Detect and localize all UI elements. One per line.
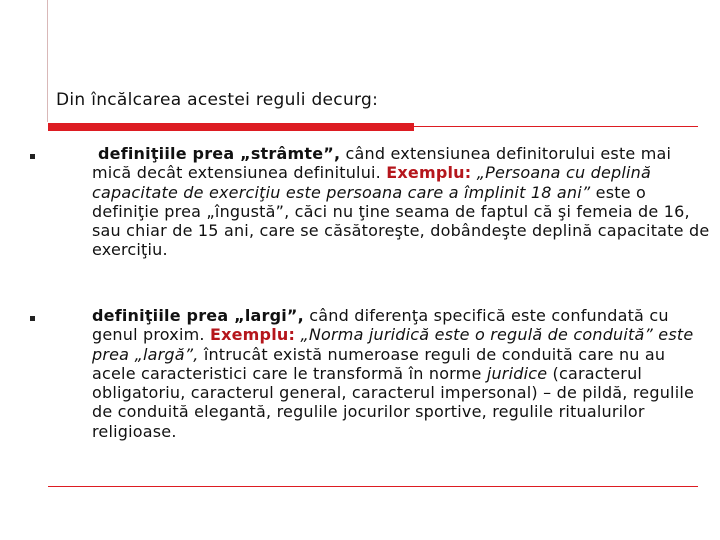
left-vertical-rule bbox=[47, 0, 48, 122]
example-label: Exemplu: bbox=[386, 163, 472, 183]
bottom-rule bbox=[48, 486, 698, 487]
item-italic-word: juridice bbox=[486, 363, 548, 383]
red-thin-rule bbox=[412, 126, 698, 127]
bullet-icon bbox=[30, 316, 35, 321]
item-example-italic: „Norma juridică este o regulă de conduită” este prea „largă”, bbox=[92, 325, 694, 364]
item-example-italic: „Persoana cu deplină capacitate de exerciţiu este persoana care a împlinit 18 ani” bbox=[92, 163, 651, 202]
item-text: când extensiunea definitorului este mai mică decât extensiunea definitului. bbox=[92, 144, 672, 183]
bullet-icon bbox=[30, 154, 35, 159]
item-text: când diferenţa specifică este confundată cu genul proxim. bbox=[92, 306, 669, 345]
slide-heading: Din încălcarea acestei reguli decurg: bbox=[56, 90, 379, 110]
example-label: Exemplu: bbox=[209, 325, 296, 345]
list-item bbox=[92, 306, 714, 441]
list-item bbox=[92, 144, 714, 260]
item-text: (caracterul obligatoriu, caracterul general, caracterul impersonal) – de pildă, regulile de conduită elegantă, regulile jocurilor sportive, regulile ritualurilor religioase. bbox=[92, 363, 695, 441]
item-term: definiţiile prea „largi”, bbox=[92, 306, 304, 325]
item-text: întrucât există numeroase reguli de conduită care nu au acele caracteristici care le transformă în norme bbox=[92, 344, 666, 383]
red-accent-bar bbox=[48, 123, 414, 131]
item-term: definiţiile prea „strâmte”, bbox=[98, 144, 341, 163]
item-text: este o definiţie prea „îngustă”, căci nu ţine seama de faptul că şi femeia de 16, sau chiar de 15 ani, care se căsătoreşte, dobândeşte deplină capacitate de exerciţiu. bbox=[92, 182, 710, 260]
